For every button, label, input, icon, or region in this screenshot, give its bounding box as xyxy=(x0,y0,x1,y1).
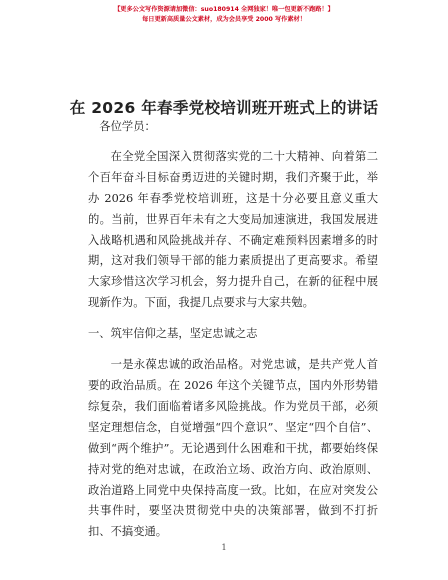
document-body xyxy=(88,112,378,543)
salutation: 各位学员： xyxy=(99,120,156,133)
section-1-heading: 一、筑牢信仰之基，坚定忠诚之志 xyxy=(88,327,258,341)
promo-banner-line-1: 【更多公文写作资源请加微信：suo180914 全网独家！唯一包更新不跑路！】 xyxy=(114,6,334,13)
intro-paragraph: 在全党全国深入贯彻落实党的二十大精神、向着第二个百年奋斗目标奋勇迈进的关键时期，我们齐聚于此，举办 2026 年春季党校培训班，这是十分必要且意义重大的。当前，世界百年未有之大变局加速演进，我国发展进入战略机遇和风险挑战并存、不确定难预料因素增多的时期，这对我们领导干部的能力素质提出了更高要求。希望大家珍惜这次学习机会，努力提升自己，在新的征程中展现新作为。下面，我提几点要求与大家共勉。 xyxy=(88,149,378,310)
promo-banner-line-2: 每日更新高质量公文素材，成为会员享受 2000 写作素材！ xyxy=(142,16,306,23)
promo-banner xyxy=(0,5,448,25)
page-number: 1 xyxy=(221,543,227,552)
document-title: 在 2026 年春季党校培训班开班式上的讲话 xyxy=(69,99,379,117)
section-1-paragraph: 一是永葆忠诚的政治品格。对党忠诚，是共产党人首要的政治品质。在 2026 年这个关键节点，国内外形势错综复杂，我们面临着诸多风险挑战。作为党员干部，必须坚定理想信念，自觉增强“四个意识”、坚定“四个自信”、做到“两个维护”。无论遇到什么困难和干扰，都要始终保持对党的绝对忠诚，在政治立场、政治方向、政治原则、政治道路上同党中央保持高度一致。比如，在应对突发公共事件时，要坚决贯彻党中央的决策部署，做到不打折扣、不搞变通。 xyxy=(88,358,378,539)
